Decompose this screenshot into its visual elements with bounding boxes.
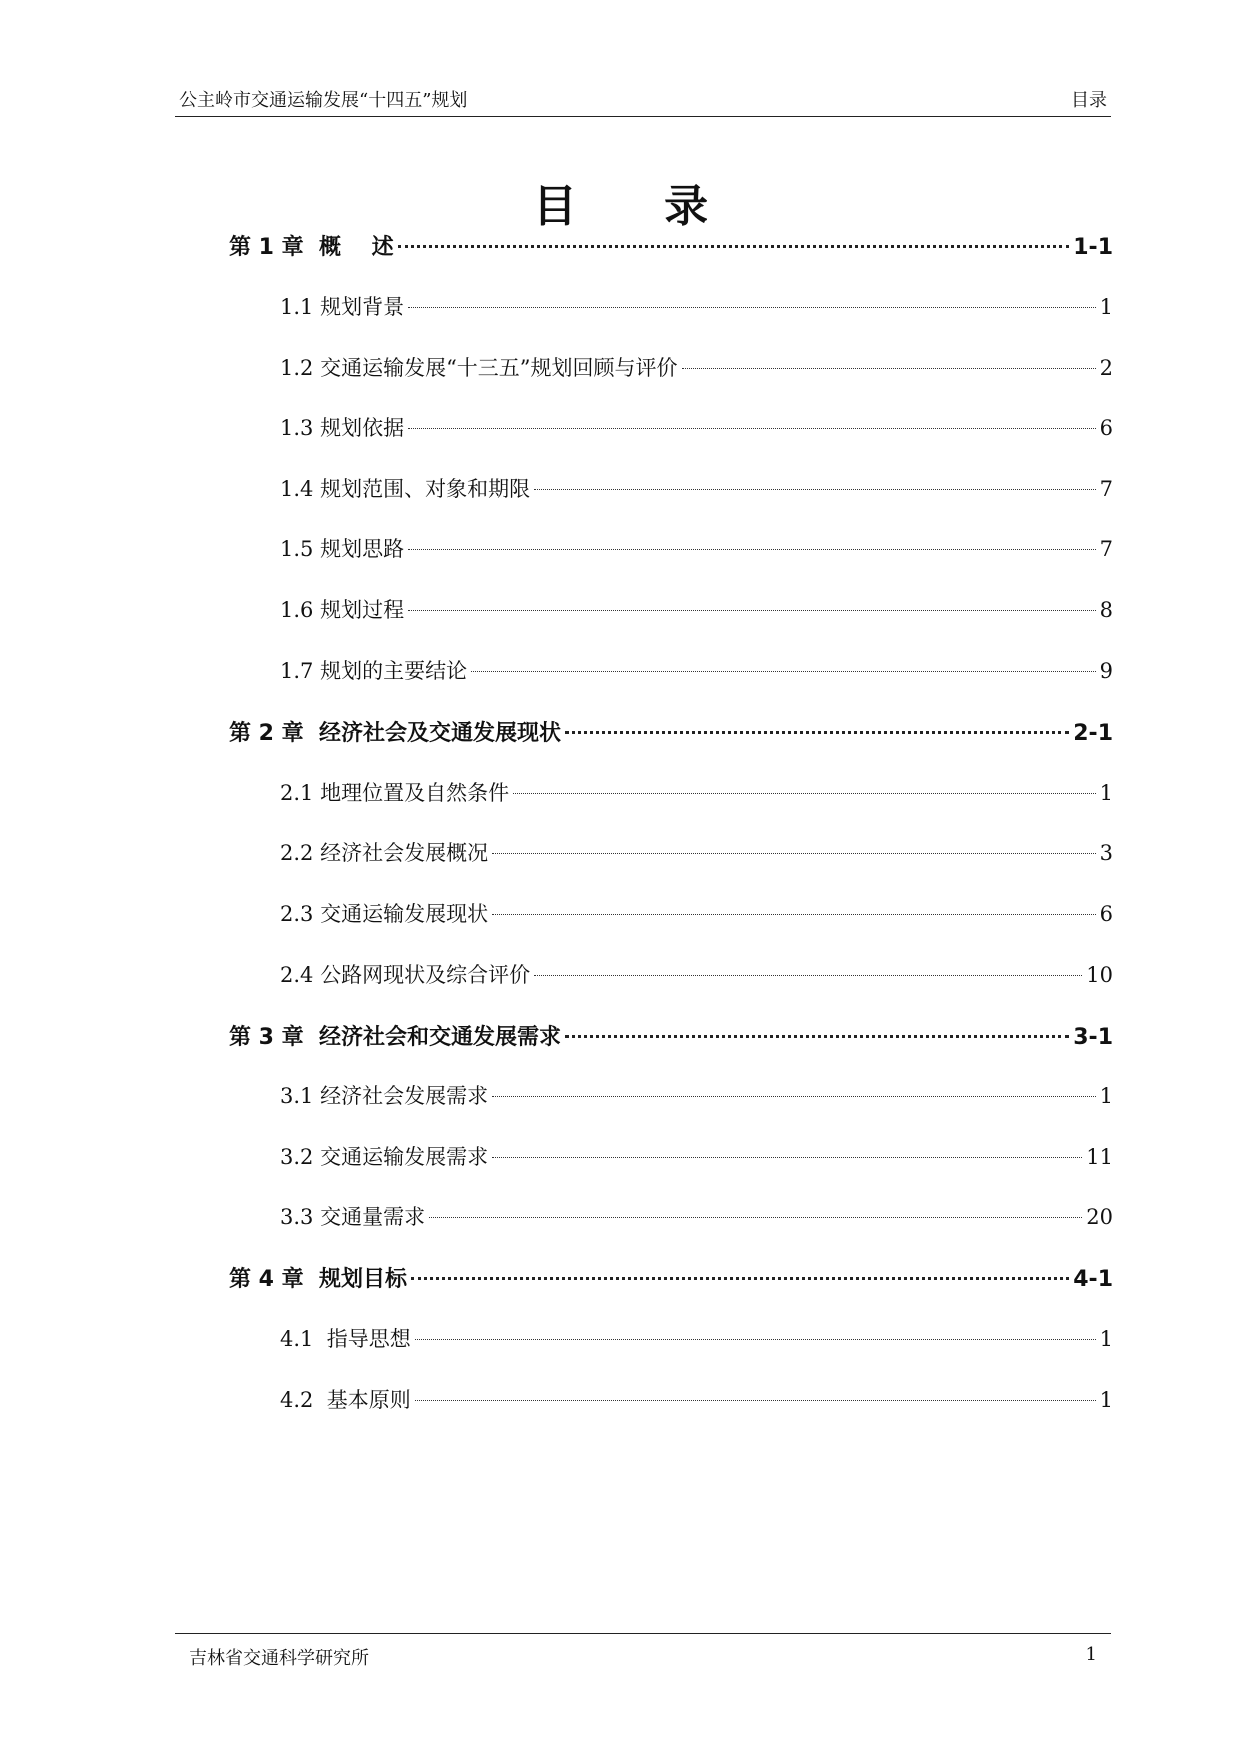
dot-leader [492, 1157, 1082, 1158]
toc-entry-page: 7 [1099, 537, 1113, 561]
toc-entry-label: 第 2 章 经济社会及交通发展现状 [229, 721, 561, 746]
dot-leader [492, 914, 1096, 915]
toc-entry-label: 4.1 指导思想 [280, 1327, 411, 1351]
dot-leader [534, 975, 1082, 976]
toc-entry-page: 3-1 [1073, 1025, 1113, 1050]
dot-leader [682, 368, 1096, 369]
toc-entry-label: 1.2 交通运输发展“十三五”规划回顾与评价 [280, 356, 678, 380]
toc-section-1-2[interactable] [280, 352, 1113, 386]
toc-section-1-5[interactable] [280, 533, 1113, 567]
toc-entry-label: 第 3 章 经济社会和交通发展需求 [229, 1025, 561, 1050]
toc-entry-label: 2.1 地理位置及自然条件 [280, 781, 510, 805]
dot-leader [534, 489, 1096, 490]
dot-leader [492, 1096, 1096, 1097]
toc-chapter-1[interactable] [229, 230, 1113, 264]
page-title: 目 录 [532, 181, 745, 232]
toc-section-1-4[interactable] [280, 473, 1113, 507]
toc-entry-page: 2-1 [1073, 721, 1113, 746]
toc-entry-label: 1.1 规划背景 [280, 295, 405, 319]
toc-section-3-3[interactable] [280, 1201, 1113, 1235]
page-footer [175, 1633, 1111, 1674]
header-section-name: 目录 [1071, 90, 1107, 111]
toc-section-1-1[interactable] [280, 291, 1113, 325]
toc-entry-label: 1.4 规划范围、对象和期限 [280, 477, 531, 501]
toc-entry-label: 第 4 章 规划目标 [229, 1267, 407, 1292]
toc-entry-page: 1 [1099, 295, 1113, 319]
toc-entry-page: 20 [1086, 1205, 1113, 1229]
toc-section-1-7[interactable] [280, 655, 1113, 689]
toc-entry-label: 2.3 交通运输发展现状 [280, 902, 489, 926]
dot-leader [408, 307, 1096, 308]
toc-entry-page: 1 [1099, 1327, 1113, 1351]
toc-section-2-4[interactable] [280, 959, 1113, 993]
dot-leader [415, 1339, 1096, 1340]
toc-entry-page: 1 [1099, 1388, 1113, 1412]
toc-entry-page: 7 [1099, 477, 1113, 501]
toc-entry-label: 1.5 规划思路 [280, 537, 405, 561]
dot-leader [492, 853, 1096, 854]
toc-entry-label: 2.2 经济社会发展概况 [280, 841, 489, 865]
toc-entry-label: 1.3 规划依据 [280, 416, 405, 440]
dot-leader [415, 1400, 1096, 1401]
toc-section-2-1[interactable] [280, 777, 1113, 811]
toc-section-2-2[interactable] [280, 837, 1113, 871]
dot-leader [408, 549, 1096, 550]
toc-entry-page: 1 [1099, 781, 1113, 805]
toc-entry-page: 1-1 [1073, 235, 1113, 260]
toc-entry-label: 第 1 章 概 述 [229, 235, 394, 260]
toc-entry-page: 1 [1099, 1084, 1113, 1108]
dot-leader [565, 731, 1069, 734]
toc-entry-page: 3 [1099, 841, 1113, 865]
toc-entry-page: 6 [1099, 416, 1113, 440]
toc-section-1-6[interactable] [280, 594, 1113, 628]
toc-entry-label: 3.3 交通量需求 [280, 1205, 426, 1229]
dot-leader [411, 1277, 1069, 1280]
toc-entry-page: 10 [1086, 963, 1113, 987]
dot-leader [408, 610, 1096, 611]
toc-section-3-2[interactable] [280, 1141, 1113, 1175]
dot-leader [471, 671, 1096, 672]
dot-leader [513, 793, 1096, 794]
toc-chapter-4[interactable] [229, 1262, 1113, 1296]
toc-section-4-1[interactable] [280, 1323, 1113, 1357]
toc-entry-page: 8 [1099, 598, 1113, 622]
dot-leader [565, 1035, 1069, 1038]
dot-leader [408, 428, 1096, 429]
toc-entry-label: 4.2 基本原则 [280, 1388, 411, 1412]
toc-chapter-2[interactable] [229, 716, 1113, 750]
toc-entry-label: 3.2 交通运输发展需求 [280, 1145, 489, 1169]
footer-page-number: 1 [1085, 1644, 1097, 1665]
toc-entry-label: 1.6 规划过程 [280, 598, 405, 622]
dot-leader [398, 245, 1070, 248]
dot-leader [429, 1217, 1082, 1218]
toc-entry-label: 3.1 经济社会发展需求 [280, 1084, 489, 1108]
toc-entry-label: 1.7 规划的主要结论 [280, 659, 468, 683]
toc-section-4-2[interactable] [280, 1384, 1113, 1418]
toc-chapter-3[interactable] [229, 1020, 1113, 1054]
toc-entry-label: 2.4 公路网现状及综合评价 [280, 963, 531, 987]
header-document-title: 公主岭市交通运输发展“十四五”规划 [179, 90, 468, 111]
toc-entry-page: 6 [1099, 902, 1113, 926]
toc-entry-page: 11 [1086, 1145, 1113, 1169]
toc-entry-page: 9 [1099, 659, 1113, 683]
toc-entry-page: 4-1 [1073, 1267, 1113, 1292]
toc-section-3-1[interactable] [280, 1080, 1113, 1114]
toc-entry-page: 2 [1099, 356, 1113, 380]
toc-section-1-3[interactable] [280, 412, 1113, 446]
toc-section-2-3[interactable] [280, 898, 1113, 932]
footer-organization: 吉林省交通科学研究所 [189, 1648, 369, 1669]
